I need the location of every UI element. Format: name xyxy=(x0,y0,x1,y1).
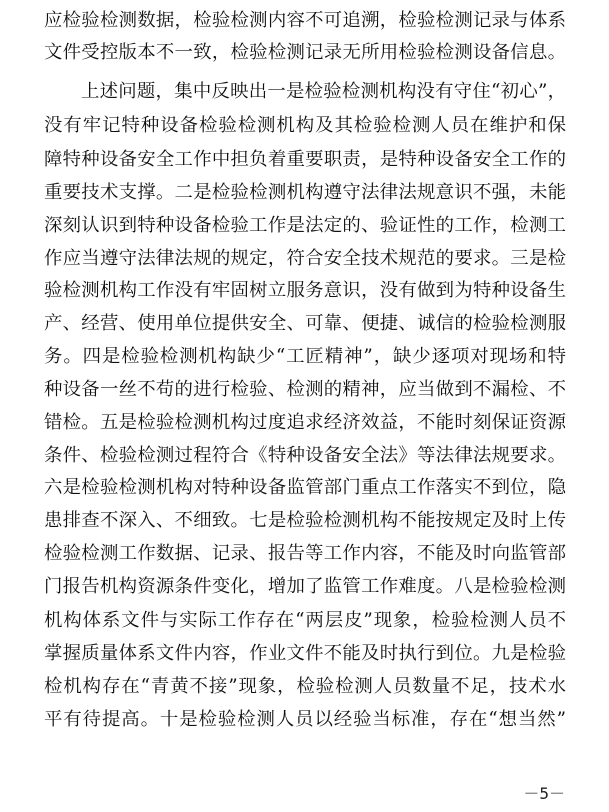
text-line-22: 平有待提高。十是检验检测人员以经验当标准，存在“想当然” xyxy=(44,709,566,730)
text-line-19: 机构体系文件与实际工作存在“两层皮”现象，检验检测人员不 xyxy=(44,610,566,631)
text-line-7: 深刻认识到特种设备检验工作是法定的、验证性的工作，检测工 xyxy=(44,215,566,236)
text-line-20: 掌握质量体系文件内容，作业文件不能及时执行到位。九是检验 xyxy=(44,643,566,664)
text-line-11: 务。四是检验检测机构缺少“工匠精神”，缺少逐项对现场和特 xyxy=(44,346,566,367)
text-line-8: 作应当遵守法律法规的规定，符合安全技术规范的要求。三是检 xyxy=(44,248,566,269)
text-line-5: 障特种设备安全工作中担负着重要职责，是特种设备安全工作的 xyxy=(44,149,566,170)
text-line-12: 种设备一丝不苟的进行检验、检测的精神，应当做到不漏检、不 xyxy=(44,379,566,400)
text-line-16: 患排查不深入、不细致。七是检验检测机构不能按规定及时上传 xyxy=(44,510,566,531)
text-line-9: 验检测机构工作没有牢固树立服务意识，没有做到为特种设备生 xyxy=(44,280,566,301)
text-line-13: 错检。五是检验检测机构过度追求经济效益，不能时刻保证资源 xyxy=(44,412,566,433)
text-line-10: 产、经营、使用单位提供安全、可靠、便捷、诚信的检验检测服 xyxy=(44,313,566,334)
text-line-18: 门报告机构资源条件变化，增加了监管工作难度。八是检验检测 xyxy=(44,576,566,597)
text-line-17: 检验检测工作数据、记录、报告等工作内容，不能及时向监管部 xyxy=(44,543,566,564)
text-line-15: 六是检验检测机构对特种设备监管部门重点工作落实不到位，隐 xyxy=(44,477,566,498)
text-line-1: 应检验检测数据，检验检测内容不可追溯，检验检测记录与体系 xyxy=(44,10,566,31)
page-number: －5－ xyxy=(523,784,565,803)
text-line-14: 条件、检验检测过程符合《特种设备安全法》等法律法规要求。 xyxy=(44,445,566,466)
text-line-6: 重要技术支撑。二是检验检测机构遵守法律法规意识不强，未能 xyxy=(44,182,566,203)
text-line-2: 文件受控版本不一致，检验检测记录无所用检验检测设备信息。 xyxy=(44,42,566,63)
text-line-3: 上述问题，集中反映出一是检验检测机构没有守住“初心”， xyxy=(81,81,566,102)
text-line-4: 没有牢记特种设备检验检测机构及其检验检测人员在维护和保 xyxy=(44,115,566,136)
text-line-21: 检机构存在“青黄不接”现象，检验检测人员数量不足，技术水 xyxy=(44,676,566,697)
